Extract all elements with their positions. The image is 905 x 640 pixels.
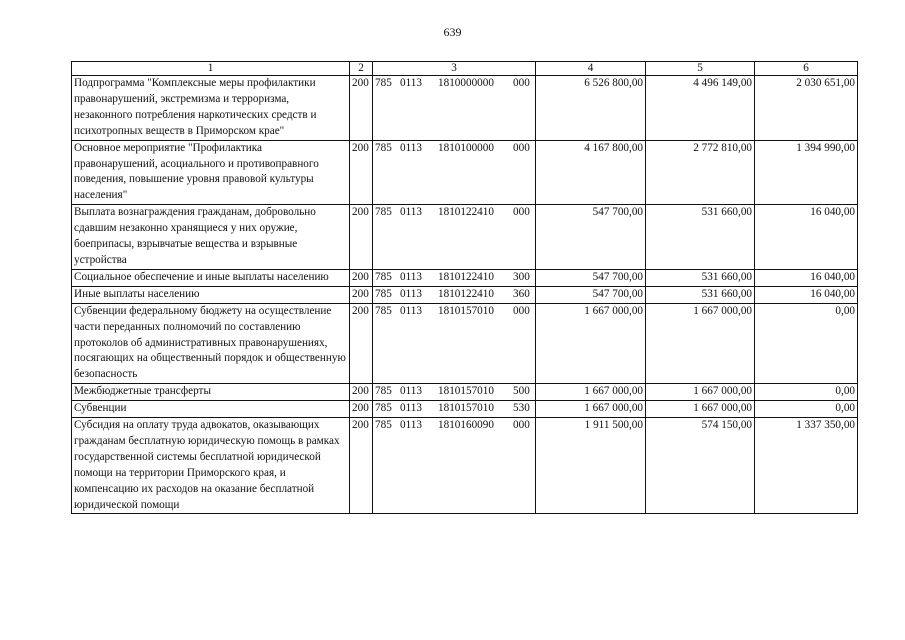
row-value-5: 1 667 000,00 [646, 303, 755, 384]
row-expense-type: 000 [513, 206, 530, 219]
row-grbs: 785 [375, 402, 392, 415]
row-name: Подпрограмма "Комплексные меры профилактики правонарушений, экстремизма и терроризма, незаконного потребления наркотических средств и психотропных веществ в Приморском крае" [72, 76, 350, 141]
row-value-6: 16 040,00 [755, 286, 858, 303]
row-grbs: 785 [375, 77, 392, 89]
row-classification [373, 303, 536, 384]
column-header-5: 5 [646, 62, 755, 76]
row-target-article: 1810122410 [438, 206, 494, 219]
row-value-6: 1 337 350,00 [755, 418, 858, 514]
row-value-4: 1 667 000,00 [536, 303, 646, 384]
page-number: 639 [443, 25, 462, 39]
row-value-5: 531 660,00 [646, 286, 755, 303]
row-grbs: 785 [375, 304, 392, 317]
row-value-4: 1 911 500,00 [536, 418, 646, 514]
row-name: Выплата вознаграждения гражданам, добровольно сдавшим незаконно хранящиеся у них оружие, боеприпасы, взрывчатые вещества и взрывные устройства [72, 205, 350, 270]
row-value-6: 16 040,00 [755, 205, 858, 270]
row-value-6: 1 394 990,00 [755, 140, 858, 205]
row-grbs: 785 [375, 141, 392, 154]
row-name: Иные выплаты населению [72, 286, 350, 303]
row-value-6: 0,00 [755, 384, 858, 401]
row-value-4: 547 700,00 [536, 286, 646, 303]
row-value-6: 0,00 [755, 401, 858, 418]
row-value-6: 2 030 651,00 [755, 76, 858, 141]
row-value-4: 1 667 000,00 [536, 401, 646, 418]
row-expense-type: 530 [513, 402, 530, 415]
row-target-article: 1810000000 [438, 77, 494, 89]
row-name: Субвенции федеральному бюджету на осуществление части переданных полномочий по составлению протоколов об административных правонарушениях, посягающих на общественный порядок и общественную безопасность [72, 303, 350, 384]
table-row [72, 401, 858, 418]
column-header-2: 2 [350, 62, 373, 76]
row-value-5: 1 667 000,00 [646, 401, 755, 418]
row-target-article: 1810157010 [438, 385, 494, 398]
row-expense-type: 300 [513, 270, 530, 283]
row-section: 0113 [400, 402, 422, 415]
row-value-4: 547 700,00 [536, 205, 646, 270]
row-value-5: 574 150,00 [646, 418, 755, 514]
row-name: Основное мероприятие "Профилактика правонарушений, асоциального и противоправного поведения, повышение уровня правовой культуры населения" [72, 140, 350, 205]
table-row [72, 303, 858, 384]
row-target-article: 1810160090 [438, 419, 494, 432]
row-classification [373, 384, 536, 401]
table-row [72, 286, 858, 303]
row-grbs: 785 [375, 206, 392, 219]
row-classification [373, 205, 536, 270]
row-value-5: 531 660,00 [646, 269, 755, 286]
column-header-4: 4 [536, 62, 646, 76]
row-target-article: 1810122410 [438, 287, 494, 300]
row-classification [373, 76, 536, 141]
row-expense-type: 000 [513, 419, 530, 432]
row-grbs: 785 [375, 270, 392, 283]
row-code: 200 [350, 140, 373, 205]
row-expense-type: 000 [513, 304, 530, 317]
row-code: 200 [350, 401, 373, 418]
table-body [72, 76, 858, 514]
row-section: 0113 [400, 304, 422, 317]
row-classification [373, 401, 536, 418]
row-section: 0113 [400, 141, 422, 154]
row-target-article: 1810122410 [438, 270, 494, 283]
row-grbs: 785 [375, 385, 392, 398]
row-value-5: 2 772 810,00 [646, 140, 755, 205]
row-code: 200 [350, 286, 373, 303]
row-value-6: 0,00 [755, 303, 858, 384]
row-value-4: 547 700,00 [536, 269, 646, 286]
row-grbs: 785 [375, 419, 392, 432]
row-section: 0113 [400, 385, 422, 398]
column-header-1: 1 [72, 62, 350, 76]
row-expense-type: 000 [513, 77, 530, 89]
row-section: 0113 [400, 419, 422, 432]
table-row [72, 269, 858, 286]
row-classification [373, 269, 536, 286]
row-value-4: 6 526 800,00 [536, 76, 646, 141]
row-value-4: 4 167 800,00 [536, 140, 646, 205]
header-row [72, 62, 858, 76]
row-section: 0113 [400, 287, 422, 300]
table-row [72, 76, 858, 141]
row-code: 200 [350, 205, 373, 270]
row-classification [373, 418, 536, 514]
row-grbs: 785 [375, 287, 392, 300]
row-value-5: 1 667 000,00 [646, 384, 755, 401]
row-target-article: 1810157010 [438, 402, 494, 415]
row-target-article: 1810157010 [438, 304, 494, 317]
row-expense-type: 000 [513, 141, 530, 154]
row-name: Субвенции [72, 401, 350, 418]
row-expense-type: 360 [513, 287, 530, 300]
row-name: Субсидия на оплату труда адвокатов, оказывающих гражданам бесплатную юридическую помощь в рамках государственной системы бесплатной юридической помощи на территории Приморского края, и компенсацию их расходов на оказание бесплатной юридической помощи [72, 418, 350, 514]
row-value-5: 4 496 149,00 [646, 76, 755, 141]
row-name: Межбюджетные трансферты [72, 384, 350, 401]
row-code: 200 [350, 384, 373, 401]
table-row [72, 205, 858, 270]
row-value-6: 16 040,00 [755, 269, 858, 286]
row-expense-type: 500 [513, 385, 530, 398]
table-row [72, 384, 858, 401]
row-target-article: 1810100000 [438, 141, 494, 154]
row-section: 0113 [400, 77, 422, 89]
row-code: 200 [350, 269, 373, 286]
row-code: 200 [350, 303, 373, 384]
row-value-5: 531 660,00 [646, 205, 755, 270]
row-section: 0113 [400, 206, 422, 219]
row-value-4: 1 667 000,00 [536, 384, 646, 401]
column-header-6: 6 [755, 62, 858, 76]
table-row [72, 140, 858, 205]
budget-table [71, 61, 858, 514]
row-name: Социальное обеспечение и иные выплаты населению [72, 269, 350, 286]
row-classification [373, 140, 536, 205]
row-code: 200 [350, 418, 373, 514]
table-row [72, 418, 858, 514]
column-header-3: 3 [373, 62, 536, 76]
row-classification [373, 286, 536, 303]
row-section: 0113 [400, 270, 422, 283]
row-code: 200 [350, 76, 373, 141]
